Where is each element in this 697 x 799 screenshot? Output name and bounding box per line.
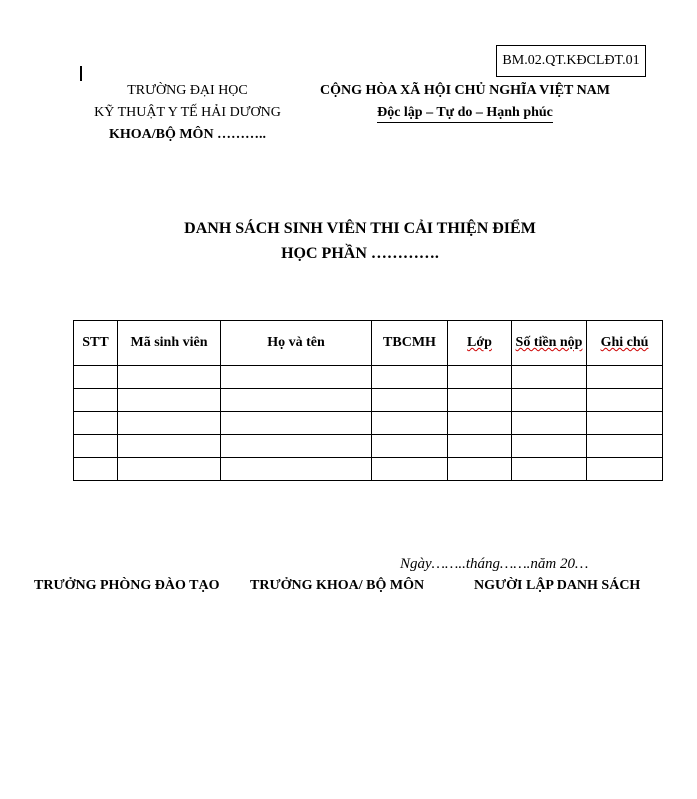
date-line: Ngày……..tháng…….năm 20… [400,556,589,572]
student-list-table [73,320,663,481]
faculty-line: KHOA/BỘ MÔN ……….. [108,127,267,142]
country-name: CỘNG HÒA XÃ HỘI CHỦ NGHĨA VIỆT NAM [319,83,610,98]
header-average-score: TBCMH [372,321,448,366]
header-class-text: Lớp [467,335,492,350]
header-class [448,321,512,366]
table-row [74,458,663,481]
header-student-id: Mã sinh viên [118,321,221,366]
university-header [60,80,315,146]
header-stt: STT [74,321,118,366]
form-code-box: BM.02.QT.KĐCLĐT.01 [496,45,646,77]
document-title: DANH SÁCH SINH VIÊN THI CẢI THIỆN ĐIỂM [184,220,536,237]
university-line-2: KỸ THUẬT Y TẾ HẢI DƯƠNG [94,105,281,120]
text-cursor [80,66,82,81]
header-fee-paid [512,321,587,366]
table-row [74,412,663,435]
header-full-name: Họ và tên [221,321,372,366]
signature-training-head: TRƯỞNG PHÒNG ĐÀO TẠO [34,578,220,593]
table-row [74,435,663,458]
university-line-1: TRƯỜNG ĐẠI HỌC [127,83,248,98]
table-header-row [74,321,663,366]
signature-faculty-head: TRƯỞNG KHOA/ BỘ MÔN [250,578,425,593]
course-title: HỌC PHẦN …………. [281,245,439,262]
national-motto: Độc lập – Tự do – Hạnh phúc [377,104,553,123]
header-notes [587,321,663,366]
header-notes-text: Ghi chú [600,335,649,350]
national-header [300,80,630,124]
header-fee-paid-text: Số tiền nộp [515,335,583,350]
table-row [74,389,663,412]
signature-list-maker: NGƯỜI LẬP DANH SÁCH [474,578,641,593]
table-row [74,366,663,389]
